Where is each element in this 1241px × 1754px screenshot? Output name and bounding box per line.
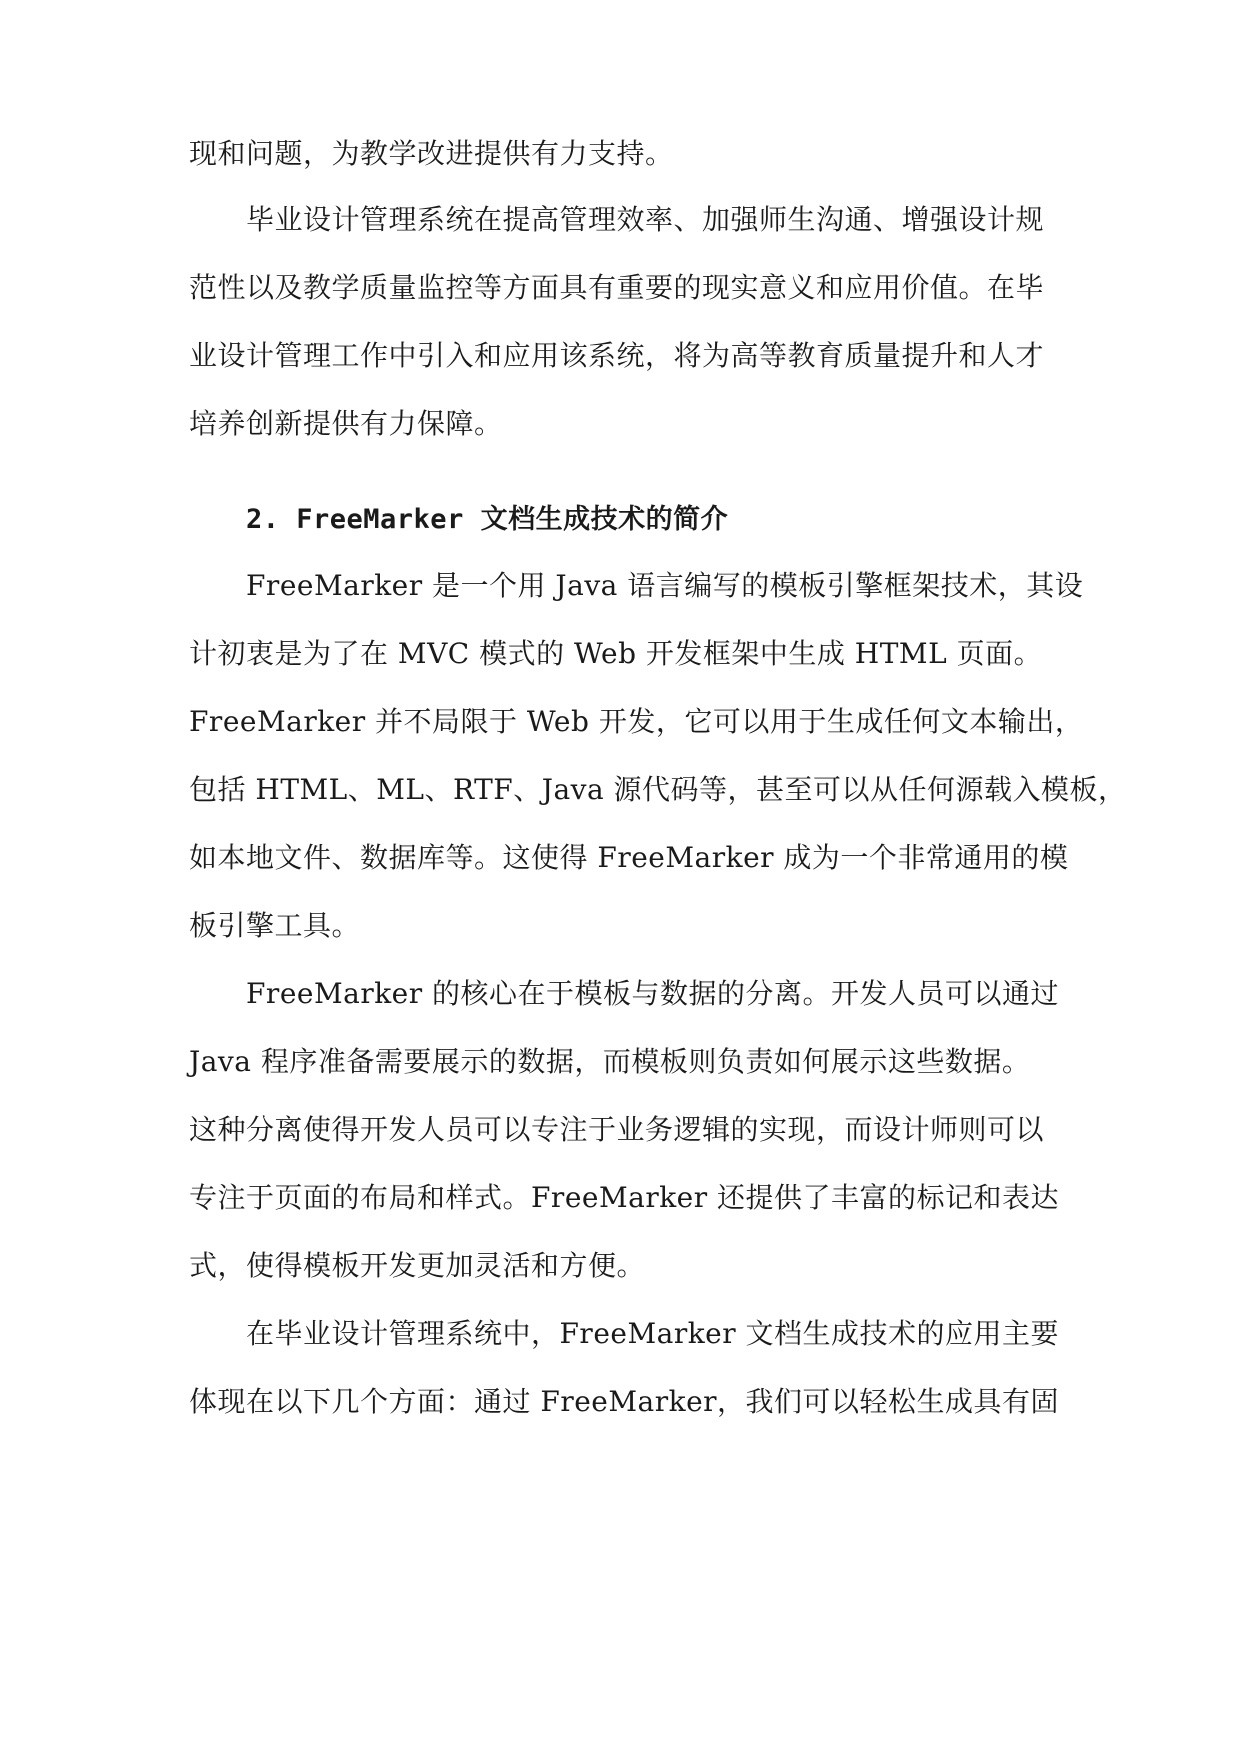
paragraph-line: FreeMarker 是一个用 Java 语言编写的模板引擎框架技术，其设 — [246, 569, 1084, 602]
paragraph-line: 如本地文件、数据库等。这使得 FreeMarker 成为一个非常通用的模 — [189, 841, 1069, 874]
paragraph-line: 毕业设计管理系统在提高管理效率、加强师生沟通、增强设计规 — [246, 203, 1045, 236]
paragraph-line: 式，使得模板开发更加灵活和方便。 — [189, 1249, 646, 1282]
paragraph-line: 专注于页面的布局和样式。FreeMarker 还提供了丰富的标记和表达 — [189, 1181, 1060, 1214]
paragraph-line: 在毕业设计管理系统中，FreeMarker 文档生成技术的应用主要 — [246, 1317, 1060, 1350]
paragraph-line: 现和问题，为教学改进提供有力支持。 — [189, 137, 674, 170]
paragraph-line: FreeMarker 并不局限于 Web 开发，它可以用于生成任何文本输出， — [189, 705, 1084, 738]
paragraph-line: 培养创新提供有力保障。 — [189, 407, 503, 440]
paragraph-line: 板引擎工具。 — [189, 909, 361, 942]
paragraph-line: 体现在以下几个方面：通过 FreeMarker，我们可以轻松生成具有固 — [189, 1385, 1060, 1418]
paragraph-line: 业设计管理工作中引入和应用该系统，将为高等教育质量提升和人才 — [189, 339, 1045, 372]
paragraph-line: 范性以及教学质量监控等方面具有重要的现实意义和应用价值。在毕 — [189, 271, 1045, 304]
paragraph-line: 包括 HTML、ML、RTF、Java 源代码等，甚至可以从任何源载入模板， — [189, 773, 1127, 806]
paragraph-line: FreeMarker 的核心在于模板与数据的分离。开发人员可以通过 — [246, 977, 1060, 1010]
paragraph-line: 计初衷是为了在 MVC 模式的 Web 开发框架中生成 HTML 页面。 — [189, 637, 1043, 670]
paragraph-line: 这种分离使得开发人员可以专注于业务逻辑的实现，而设计师则可以 — [189, 1113, 1045, 1146]
paragraph-line: Java 程序准备需要展示的数据，而模板则负责如何展示这些数据。 — [189, 1045, 1031, 1078]
section-heading: 2. FreeMarker 文档生成技术的简介 — [246, 504, 729, 535]
